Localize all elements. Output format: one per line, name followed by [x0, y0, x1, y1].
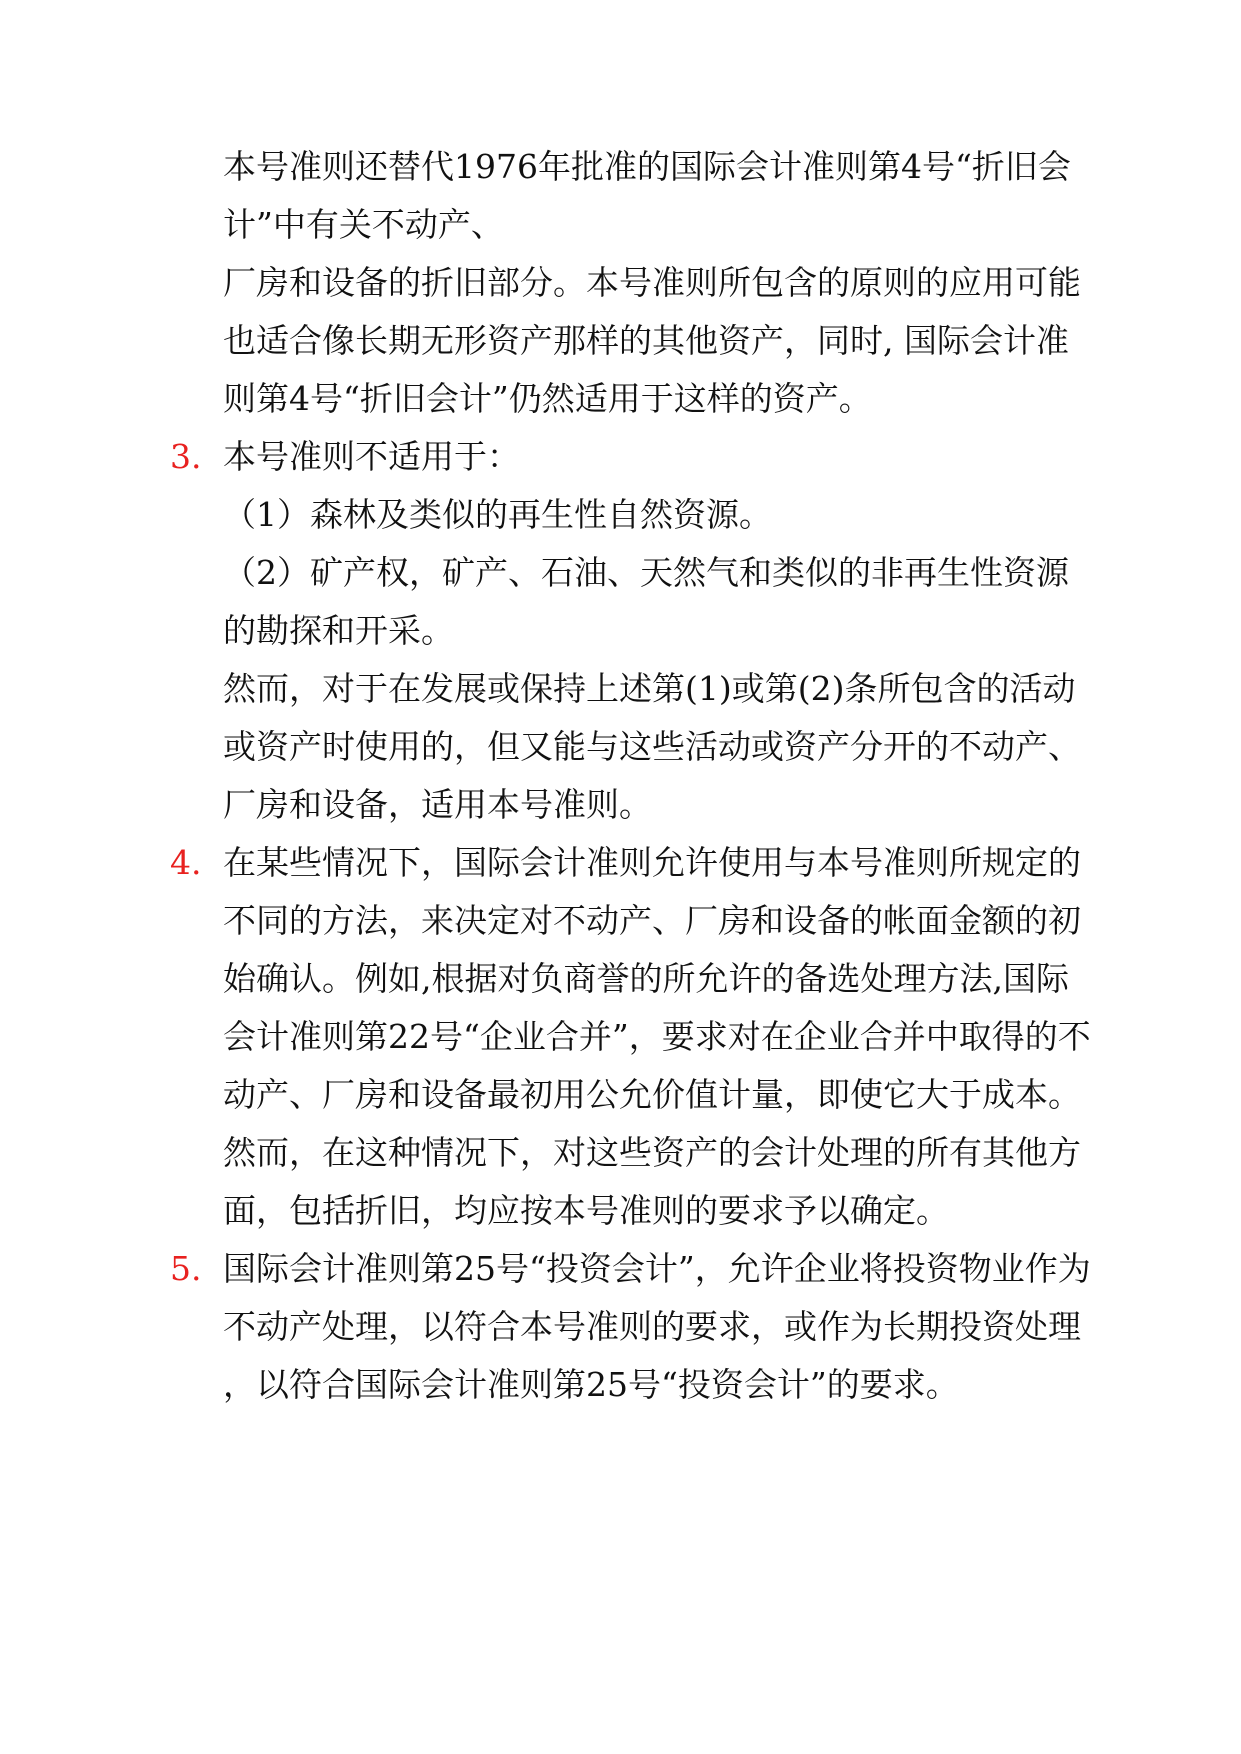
paragraph-line: 则第4号“折旧会计”仍然适用于这样的资产。: [223, 379, 872, 418]
paragraph-line: 国际会计准则第25号“投资会计”，允许企业将投资物业作为: [223, 1249, 1091, 1288]
section-number: 4.: [170, 843, 202, 882]
paragraph-line: 不动产处理，以符合本号准则的要求，或作为长期投资处理: [223, 1307, 1081, 1346]
paragraph-line: 本号准则还替代1976年批准的国际会计准则第4号“折旧会: [223, 147, 1071, 186]
paragraph-line: 会计准则第22号“企业合并”，要求对在企业合并中取得的不: [223, 1017, 1091, 1056]
paragraph-line: 厂房和设备的折旧部分。本号准则所包含的原则的应用可能: [223, 263, 1081, 302]
paragraph-line: 本号准则不适用于：: [223, 437, 520, 476]
paragraph-line: 厂房和设备，适用本号准则。: [223, 785, 652, 824]
paragraph-line: 的勘探和开采。: [223, 611, 454, 650]
paragraph-line: 或资产时使用的，但又能与这些活动或资产分开的不动产、: [223, 727, 1081, 766]
list-item: （2）矿产权，矿产、石油、天然气和类似的非再生性资源: [223, 553, 1069, 592]
paragraph-line: 动产、厂房和设备最初用公允价值计量，即使它大于成本。: [223, 1075, 1081, 1114]
paragraph-line: 然而，对于在发展或保持上述第(1)或第(2)条所包含的活动: [223, 669, 1076, 708]
paragraph-line: ，以符合国际会计准则第25号“投资会计”的要求。: [223, 1365, 959, 1404]
paragraph-line: 在某些情况下，国际会计准则允许使用与本号准则所规定的: [223, 843, 1081, 882]
paragraph-line: 始确认。例如,根据对负商誉的所允许的备选处理方法,国际: [223, 959, 1069, 998]
paragraph-line: 不同的方法，来决定对不动产、厂房和设备的帐面金额的初: [223, 901, 1081, 940]
paragraph-line: 也适合像长期无形资产那样的其他资产，同时, 国际会计准: [223, 321, 1069, 360]
paragraph-line: 然而，在这种情况下，对这些资产的会计处理的所有其他方: [223, 1133, 1081, 1172]
paragraph-line: 计”中有关不动产、: [223, 205, 504, 244]
paragraph-line: 面，包括折旧，均应按本号准则的要求予以确定。: [223, 1191, 949, 1230]
list-item: （1）森林及类似的再生性自然资源。: [223, 495, 772, 534]
section-number: 5.: [170, 1249, 202, 1288]
section-number: 3.: [170, 437, 202, 476]
